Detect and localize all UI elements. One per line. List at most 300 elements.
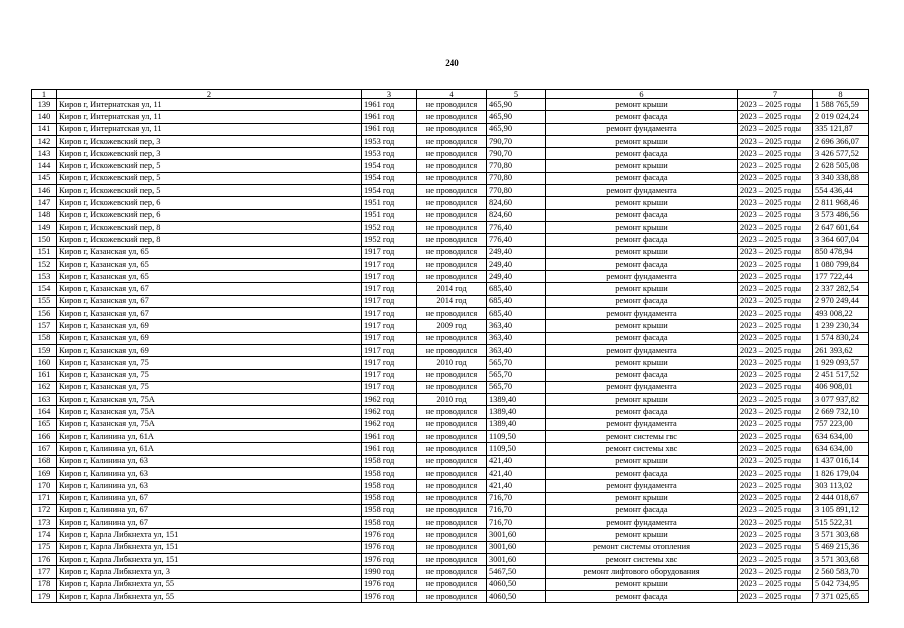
cell-period: 2023 – 2025 годы [738,123,813,135]
cell-area: 465,90 [487,123,546,135]
cell-build-year: 1958 год [362,480,417,492]
cell-build-year: 1951 год [362,209,417,221]
cell-area: 685,40 [487,295,546,307]
cell-row-number: 157 [32,320,57,332]
cell-area: 716,70 [487,492,546,504]
cell-period: 2023 – 2025 годы [738,381,813,393]
cell-area: 565,70 [487,357,546,369]
cell-row-number: 163 [32,394,57,406]
cell-last-repair: не проводился [417,209,487,221]
cell-repair-type: ремонт фасада [546,172,738,184]
cell-build-year: 1917 год [362,369,417,381]
cell-row-number: 171 [32,492,57,504]
cell-cost: 3 571 303,68 [813,529,869,541]
cell-period: 2023 – 2025 годы [738,160,813,172]
cell-cost: 5 469 215,36 [813,541,869,553]
cell-period: 2023 – 2025 годы [738,553,813,565]
cell-repair-type: ремонт фундамента [546,418,738,430]
cell-repair-type: ремонт крыши [546,357,738,369]
cell-row-number: 139 [32,99,57,111]
cell-address: Киров г, Казанская ул, 75А [57,406,362,418]
cell-area: 776,40 [487,221,546,233]
cell-address: Киров г, Интернатская ул, 11 [57,111,362,123]
cell-cost: 1 588 765,59 [813,99,869,111]
cell-build-year: 1917 год [362,258,417,270]
cell-repair-type: ремонт фундамента [546,308,738,320]
cell-last-repair: не проводился [417,443,487,455]
cell-cost: 1 239 230,34 [813,320,869,332]
cell-cost: 850 478,94 [813,246,869,258]
cell-row-number: 151 [32,246,57,258]
cell-cost: 2 647 601,64 [813,221,869,233]
cell-area: 3001,60 [487,553,546,565]
table-row [32,480,869,492]
cell-build-year: 1990 год [362,566,417,578]
table-row [32,590,869,602]
table-row [32,148,869,160]
table-row [32,406,869,418]
cell-area: 565,70 [487,381,546,393]
cell-row-number: 174 [32,529,57,541]
cell-repair-type: ремонт фундамента [546,517,738,529]
cell-repair-type: ремонт системы гвс [546,431,738,443]
cell-area: 790,70 [487,148,546,160]
cell-row-number: 178 [32,578,57,590]
cell-area: 1109,50 [487,443,546,455]
table-row [32,369,869,381]
cell-repair-type: ремонт фасада [546,406,738,418]
cell-cost: 3 426 577,52 [813,148,869,160]
cell-last-repair: не проводился [417,344,487,356]
cell-last-repair: не проводился [417,553,487,565]
cell-period: 2023 – 2025 годы [738,369,813,381]
cell-build-year: 1961 год [362,443,417,455]
cell-repair-type: ремонт лифтового оборудования [546,566,738,578]
cell-address: Киров г, Карла Либкнехта ул, 151 [57,553,362,565]
cell-last-repair: 2014 год [417,283,487,295]
table-row [32,418,869,430]
table-row [32,320,869,332]
cell-cost: 2 560 583,70 [813,566,869,578]
cell-last-repair: не проводился [417,308,487,320]
cell-period: 2023 – 2025 годы [738,443,813,455]
cell-repair-type: ремонт крыши [546,529,738,541]
cell-period: 2023 – 2025 годы [738,517,813,529]
cell-cost: 2 444 018,67 [813,492,869,504]
cell-row-number: 154 [32,283,57,295]
cell-last-repair: не проводился [417,467,487,479]
cell-area: 824,60 [487,209,546,221]
cell-cost: 261 393,62 [813,344,869,356]
cell-repair-type: ремонт фасада [546,369,738,381]
cell-area: 249,40 [487,246,546,258]
cell-address: Киров г, Интернатская ул, 11 [57,123,362,135]
cell-address: Киров г, Казанская ул, 75А [57,394,362,406]
cell-repair-type: ремонт крыши [546,221,738,233]
cell-build-year: 1961 год [362,111,417,123]
cell-build-year: 1961 год [362,123,417,135]
cell-row-number: 143 [32,148,57,160]
cell-period: 2023 – 2025 годы [738,234,813,246]
header-cell-6: 6 [546,90,738,99]
cell-repair-type: ремонт крыши [546,246,738,258]
cell-build-year: 1958 год [362,504,417,516]
cell-row-number: 176 [32,553,57,565]
cell-period: 2023 – 2025 годы [738,258,813,270]
table-row [32,517,869,529]
cell-build-year: 1953 год [362,135,417,147]
cell-cost: 5 042 734,95 [813,578,869,590]
cell-last-repair: не проводился [417,455,487,467]
header-cell-2: 2 [57,90,362,99]
cell-build-year: 1917 год [362,381,417,393]
table-row [32,185,869,197]
cell-build-year: 1952 год [362,221,417,233]
cell-last-repair: не проводился [417,271,487,283]
cell-cost: 1 437 016,14 [813,455,869,467]
cell-period: 2023 – 2025 годы [738,357,813,369]
cell-row-number: 165 [32,418,57,430]
cell-repair-type: ремонт крыши [546,455,738,467]
cell-row-number: 144 [32,160,57,172]
cell-address: Киров г, Искожевский пер, 5 [57,172,362,184]
header-cell-7: 7 [738,90,813,99]
cell-period: 2023 – 2025 годы [738,418,813,430]
cell-area: 824,60 [487,197,546,209]
cell-row-number: 140 [32,111,57,123]
cell-build-year: 1952 год [362,234,417,246]
cell-row-number: 170 [32,480,57,492]
cell-cost: 1 929 093,57 [813,357,869,369]
table-row [32,111,869,123]
header-row [32,90,869,99]
table-row [32,172,869,184]
cell-repair-type: ремонт фасада [546,258,738,270]
header-cell-8: 8 [813,90,869,99]
cell-row-number: 160 [32,357,57,369]
cell-row-number: 172 [32,504,57,516]
table-row [32,160,869,172]
cell-build-year: 1954 год [362,185,417,197]
cell-area: 249,40 [487,258,546,270]
cell-period: 2023 – 2025 годы [738,406,813,418]
cell-address: Киров г, Карла Либкнехта ул, 151 [57,529,362,541]
cell-row-number: 166 [32,431,57,443]
cell-last-repair: не проводился [417,111,487,123]
cell-area: 5467,50 [487,566,546,578]
cell-address: Киров г, Калинина ул, 61А [57,431,362,443]
cell-cost: 2 337 282,54 [813,283,869,295]
cell-repair-type: ремонт фасада [546,295,738,307]
cell-address: Киров г, Калинина ул, 61А [57,443,362,455]
table-row [32,578,869,590]
cell-build-year: 1917 год [362,320,417,332]
cell-cost: 515 522,31 [813,517,869,529]
cell-repair-type: ремонт фундамента [546,480,738,492]
cell-last-repair: не проводился [417,578,487,590]
cell-cost: 2 451 517,52 [813,369,869,381]
cell-build-year: 1958 год [362,517,417,529]
cell-period: 2023 – 2025 годы [738,541,813,553]
cell-last-repair: не проводился [417,541,487,553]
cell-address: Киров г, Искожевский пер, 6 [57,209,362,221]
cell-cost: 2 970 249,44 [813,295,869,307]
cell-period: 2023 – 2025 годы [738,344,813,356]
cell-address: Киров г, Казанская ул, 65 [57,258,362,270]
cell-address: Киров г, Казанская ул, 75 [57,357,362,369]
cell-repair-type: ремонт фасада [546,148,738,160]
cell-last-repair: не проводился [417,517,487,529]
cell-row-number: 155 [32,295,57,307]
cell-build-year: 1976 год [362,529,417,541]
cell-address: Киров г, Искожевский пер, 3 [57,148,362,160]
cell-build-year: 1962 год [362,418,417,430]
cell-last-repair: не проводился [417,492,487,504]
cell-area: 421,40 [487,480,546,492]
cell-repair-type: ремонт фасада [546,590,738,602]
cell-cost: 554 436,44 [813,185,869,197]
cell-build-year: 1961 год [362,431,417,443]
cell-row-number: 156 [32,308,57,320]
cell-last-repair: не проводился [417,381,487,393]
cell-period: 2023 – 2025 годы [738,467,813,479]
cell-cost: 1 080 799,84 [813,258,869,270]
table-row [32,209,869,221]
cell-period: 2023 – 2025 годы [738,111,813,123]
cell-last-repair: не проводился [417,99,487,111]
cell-build-year: 1951 год [362,197,417,209]
cell-build-year: 1961 год [362,99,417,111]
cell-period: 2023 – 2025 годы [738,221,813,233]
cell-build-year: 1917 год [362,332,417,344]
cell-cost: 2 811 968,46 [813,197,869,209]
cell-last-repair: не проводился [417,406,487,418]
cell-area: 776,40 [487,234,546,246]
cell-last-repair: не проводился [417,431,487,443]
cell-build-year: 1958 год [362,492,417,504]
cell-cost: 3 571 303,68 [813,553,869,565]
cell-address: Киров г, Калинина ул, 67 [57,492,362,504]
table-row [32,553,869,565]
cell-area: 421,40 [487,455,546,467]
cell-last-repair: не проводился [417,504,487,516]
cell-build-year: 1958 год [362,455,417,467]
cell-row-number: 175 [32,541,57,553]
cell-repair-type: ремонт крыши [546,135,738,147]
cell-last-repair: не проводился [417,123,487,135]
cell-repair-type: ремонт системы хвс [546,553,738,565]
cell-row-number: 179 [32,590,57,602]
cell-area: 1389,40 [487,394,546,406]
cell-address: Киров г, Искожевский пер, 5 [57,160,362,172]
table-row [32,271,869,283]
header-cell-1: 1 [32,90,57,99]
cell-address: Киров г, Казанская ул, 65 [57,271,362,283]
cell-repair-type: ремонт крыши [546,320,738,332]
cell-repair-type: ремонт крыши [546,160,738,172]
cell-period: 2023 – 2025 годы [738,480,813,492]
cell-period: 2023 – 2025 годы [738,578,813,590]
cell-area: 465,90 [487,99,546,111]
cell-period: 2023 – 2025 годы [738,246,813,258]
table-row [32,221,869,233]
cell-row-number: 173 [32,517,57,529]
cell-address: Киров г, Искожевский пер, 8 [57,221,362,233]
cell-build-year: 1976 год [362,590,417,602]
cell-cost: 177 722,44 [813,271,869,283]
cell-period: 2023 – 2025 годы [738,529,813,541]
table-row [32,381,869,393]
table-row [32,443,869,455]
cell-last-repair: не проводился [417,160,487,172]
cell-cost: 2 628 505,08 [813,160,869,172]
cell-build-year: 1958 год [362,467,417,479]
cell-build-year: 1954 год [362,172,417,184]
header-cell-3: 3 [362,90,417,99]
cell-address: Киров г, Калинина ул, 63 [57,480,362,492]
cell-area: 4060,50 [487,578,546,590]
cell-area: 565,70 [487,369,546,381]
cell-repair-type: ремонт крыши [546,578,738,590]
cell-area: 790,70 [487,135,546,147]
cell-period: 2023 – 2025 годы [738,197,813,209]
cell-address: Киров г, Искожевский пер, 8 [57,234,362,246]
table-row [32,541,869,553]
table-row [32,99,869,111]
table-row [32,529,869,541]
cell-row-number: 147 [32,197,57,209]
cell-row-number: 161 [32,369,57,381]
cell-last-repair: не проводился [417,590,487,602]
cell-period: 2023 – 2025 годы [738,295,813,307]
cell-repair-type: ремонт фундамента [546,344,738,356]
cell-repair-type: ремонт крыши [546,492,738,504]
cell-build-year: 1953 год [362,148,417,160]
cell-period: 2023 – 2025 годы [738,320,813,332]
cell-repair-type: ремонт фасада [546,504,738,516]
cell-build-year: 1917 год [362,308,417,320]
cell-period: 2023 – 2025 годы [738,185,813,197]
cell-repair-type: ремонт системы хвс [546,443,738,455]
cell-area: 685,40 [487,308,546,320]
cell-address: Киров г, Калинина ул, 63 [57,467,362,479]
cell-area: 770,80 [487,172,546,184]
table-row [32,332,869,344]
cell-last-repair: не проводился [417,529,487,541]
cell-address: Киров г, Казанская ул, 65 [57,246,362,258]
cell-row-number: 159 [32,344,57,356]
cell-period: 2023 – 2025 годы [738,431,813,443]
cell-period: 2023 – 2025 годы [738,332,813,344]
table-row [32,504,869,516]
cell-last-repair: не проводился [417,258,487,270]
cell-repair-type: ремонт крыши [546,283,738,295]
cell-address: Киров г, Калинина ул, 67 [57,504,362,516]
cell-area: 3001,60 [487,529,546,541]
cell-row-number: 164 [32,406,57,418]
cell-build-year: 1917 год [362,344,417,356]
registry-table [31,89,869,603]
cell-cost: 3 105 891,12 [813,504,869,516]
cell-address: Киров г, Казанская ул, 75 [57,369,362,381]
cell-build-year: 1976 год [362,578,417,590]
cell-repair-type: ремонт крыши [546,394,738,406]
cell-period: 2023 – 2025 годы [738,172,813,184]
cell-repair-type: ремонт крыши [546,99,738,111]
cell-last-repair: 2014 год [417,295,487,307]
table-row [32,308,869,320]
cell-cost: 3 364 607,04 [813,234,869,246]
cell-cost: 3 077 937,82 [813,394,869,406]
cell-cost: 2 019 024,24 [813,111,869,123]
cell-repair-type: ремонт фасада [546,467,738,479]
cell-row-number: 169 [32,467,57,479]
table-row [32,357,869,369]
cell-row-number: 152 [32,258,57,270]
cell-address: Киров г, Казанская ул, 75А [57,418,362,430]
cell-area: 363,40 [487,320,546,332]
cell-period: 2023 – 2025 годы [738,99,813,111]
cell-repair-type: ремонт фундамента [546,271,738,283]
cell-address: Киров г, Казанская ул, 67 [57,295,362,307]
cell-cost: 2 669 732,10 [813,406,869,418]
cell-repair-type: ремонт фундамента [546,381,738,393]
header-cell-4: 4 [417,90,487,99]
cell-build-year: 1976 год [362,541,417,553]
cell-area: 249,40 [487,271,546,283]
cell-last-repair: не проводился [417,234,487,246]
table-row [32,431,869,443]
cell-area: 770,80 [487,185,546,197]
cell-repair-type: ремонт крыши [546,197,738,209]
cell-repair-type: ремонт фасада [546,234,738,246]
cell-address: Киров г, Карла Либкнехта ул, 55 [57,578,362,590]
cell-last-repair: не проводился [417,480,487,492]
cell-cost: 634 634,00 [813,443,869,455]
cell-address: Киров г, Казанская ул, 67 [57,308,362,320]
cell-period: 2023 – 2025 годы [738,283,813,295]
cell-address: Киров г, Казанская ул, 69 [57,332,362,344]
cell-last-repair: не проводился [417,197,487,209]
cell-period: 2023 – 2025 годы [738,590,813,602]
cell-area: 1109,50 [487,431,546,443]
cell-period: 2023 – 2025 годы [738,148,813,160]
cell-period: 2023 – 2025 годы [738,455,813,467]
cell-last-repair: не проводился [417,418,487,430]
cell-cost: 335 121,87 [813,123,869,135]
cell-period: 2023 – 2025 годы [738,135,813,147]
cell-repair-type: ремонт фундамента [546,123,738,135]
table-body [32,99,869,603]
cell-area: 3001,60 [487,541,546,553]
cell-build-year: 1954 год [362,160,417,172]
cell-address: Киров г, Карла Либкнехта ул, 55 [57,590,362,602]
table-row [32,492,869,504]
cell-cost: 1 574 830,24 [813,332,869,344]
table-header [32,90,869,99]
table-row [32,135,869,147]
cell-cost: 406 908,01 [813,381,869,393]
cell-address: Киров г, Искожевский пер, 5 [57,185,362,197]
cell-last-repair: не проводился [417,135,487,147]
cell-build-year: 1962 год [362,406,417,418]
table-row [32,123,869,135]
table-row [32,283,869,295]
table-row [32,246,869,258]
table-row [32,197,869,209]
cell-row-number: 146 [32,185,57,197]
cell-area: 465,90 [487,111,546,123]
